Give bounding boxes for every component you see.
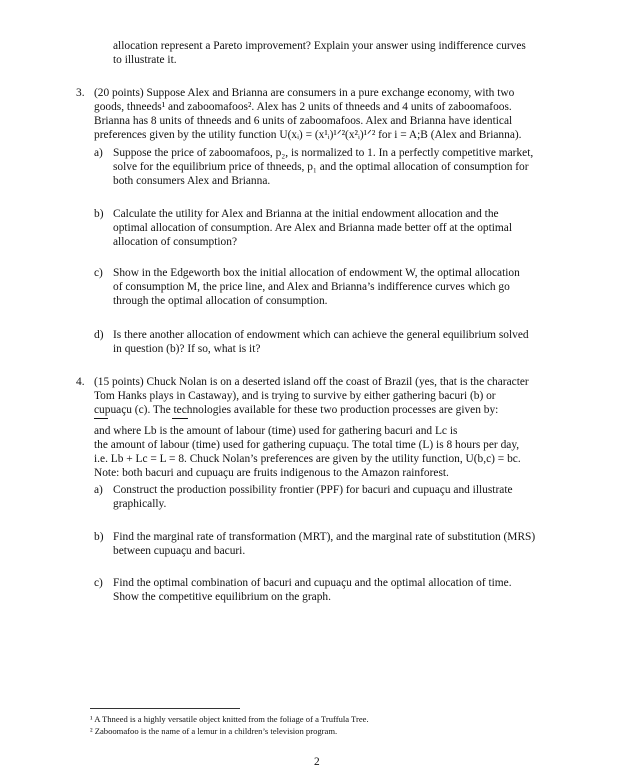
q4c-line-1: Find the optimal combination of bacuri and cupuaçu and the optimal allocation of time. bbox=[113, 577, 512, 589]
q3b-line-1: Calculate the utility for Alex and Brianna at the initial endowment allocation and the bbox=[113, 208, 499, 220]
footnote-separator bbox=[90, 708, 240, 709]
q3-number: 3. bbox=[76, 87, 85, 99]
q3d-label: d) bbox=[94, 329, 104, 341]
footnote-1: ¹ A Thneed is a highly versatile object knitted from the foliage of a Truffula Tree. bbox=[90, 714, 369, 724]
q3b-label: b) bbox=[94, 208, 104, 220]
q4b-line-2: between cupuaçu and bacuri. bbox=[113, 545, 246, 557]
q4a-line-1: Construct the production possibility frontier (PPF) for bacuri and cupuaçu and illustrate bbox=[113, 484, 513, 496]
q3c-line-2: of consumption M, the price line, and Alex and Brianna’s indifference curves which go bbox=[113, 281, 510, 293]
q4a-label: a) bbox=[94, 484, 103, 496]
q4-line-1: (15 points) Chuck Nolan is on a deserted island off the coast of Brazil (yes, that is the character bbox=[94, 376, 529, 388]
q3c-label: c) bbox=[94, 267, 103, 279]
q4c-line-2: Show the competitive equilibrium on the graph. bbox=[113, 591, 331, 603]
q4-line-3: cupuaçu (c). The technologies available for these two production processes are given by: bbox=[94, 404, 499, 416]
q3a-line-3: both consumers Alex and Brianna. bbox=[113, 175, 271, 187]
q3-line-2: goods, thneeds¹ and zaboomafoos². Alex has 2 units of thneeds and 4 units of zaboomafoos. bbox=[94, 101, 512, 113]
q4c-label: c) bbox=[94, 577, 103, 589]
q3b-line-2: optimal allocation of consumption. Are Alex and Brianna made better off at the optimal bbox=[113, 222, 512, 234]
q4a-line-2: graphically. bbox=[113, 498, 167, 510]
q3b-line-3: allocation of consumption? bbox=[113, 236, 238, 248]
q4-line-7: Note: both bacuri and cupuaçu are fruits indigenous to the Amazon rainforest. bbox=[94, 467, 449, 479]
equation-overline-2 bbox=[172, 418, 188, 419]
q3a-label: a) bbox=[94, 147, 103, 159]
prev-line-2: to illustrate it. bbox=[113, 54, 177, 66]
q4-line-4: and where Lb is the amount of labour (time) used for gathering bacuri and Lc is bbox=[94, 425, 458, 437]
q3d-line-1: Is there another allocation of endowment which can achieve the general equilibrium solved bbox=[113, 329, 529, 341]
q3c-line-1: Show in the Edgeworth box the initial allocation of endowment W, the optimal allocation bbox=[113, 267, 520, 279]
q4-line-2: Tom Hanks plays in Castaway), and is trying to survive by either gathering bacuri (b) or bbox=[94, 390, 496, 402]
q3a-line-2: solve for the equilibrium price of thneeds, p₁ and the optimal allocation of consumption for bbox=[113, 161, 529, 173]
q4-line-6: i.e. Lb + Lc = L = 8. Chuck Nolan’s preferences are given by the utility function, U(b,c) = bc. bbox=[94, 453, 521, 465]
prev-line-1: allocation represent a Pareto improvement? Explain your answer using indifference curves bbox=[113, 40, 526, 52]
q3-line-4: preferences given by the utility function U(xᵢ) = (x¹ᵢ)¹ᐟ²(x²ᵢ)¹ᐟ² for i = A;B (Alex and Brianna). bbox=[94, 129, 522, 141]
q4b-label: b) bbox=[94, 531, 104, 543]
equation-overline-1 bbox=[94, 418, 108, 419]
q3-line-3: Brianna has 8 units of thneeds and 6 units of zaboomafoos. Alex and Brianna have identical bbox=[94, 115, 513, 127]
q4-line-5: the amount of labour (time) used for gathering cupuaçu. The total time (L) is 8 hours per day, bbox=[94, 439, 520, 451]
page-number: 2 bbox=[314, 756, 320, 768]
q3c-line-3: through the optimal allocation of consumption. bbox=[113, 295, 328, 307]
q3a-line-1: Suppose the price of zaboomafoos, p₂, is normalized to 1. In a perfectly competitive market, bbox=[113, 147, 534, 159]
q3-line-1: (20 points) Suppose Alex and Brianna are consumers in a pure exchange economy, with two bbox=[94, 87, 515, 99]
footnote-2: ² Zaboomafoo is the name of a lemur in a children’s television program. bbox=[90, 726, 338, 736]
q3d-line-2: in question (b)? If so, what is it? bbox=[113, 343, 261, 355]
q4-number: 4. bbox=[76, 376, 85, 388]
q4b-line-1: Find the marginal rate of transformation (MRT), and the marginal rate of substitution (MRS) bbox=[113, 531, 536, 543]
